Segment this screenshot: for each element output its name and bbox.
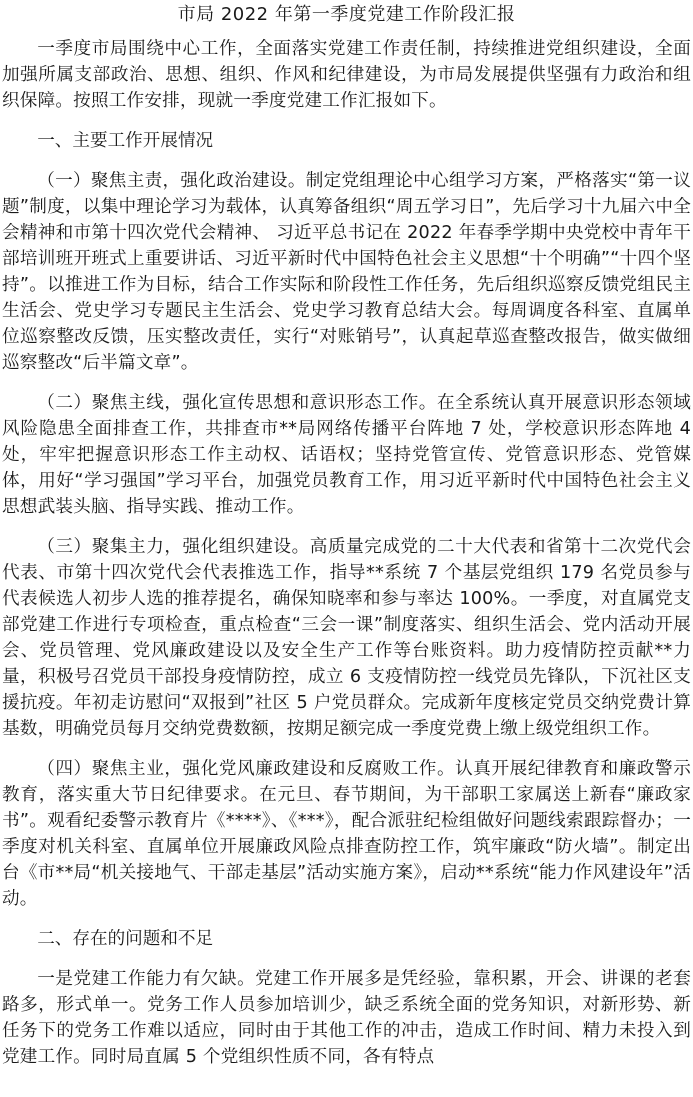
paragraph-organization-building: （三）聚集主力，强化组织建设。高质量完成党的二十大代表和省第十二次党代会代表、市第十四次党代会代表推选工作，指导**系统 7 个基层党组织 179 名党员参与代表候选人初步人选的推荐提名，确保知晓率和参与率达 100%。一季度，对直属党支部党建工作进行专项检查，重点检查“三会一课”制度落实、组织生活会、党内活动开展会、党员管理、党风廉政建设以及安全生产工作等台账资料。助力疫情防控贡献**力量，积极号召党员干部投身疫情防控，成立 6 支疫情防控一线党员先锋队，下沉社区支援抗疫。年初走访慰问“双报到”社区 5 户党员群众。完成新年度核定党员交纳党费计算基数，明确党员每月交纳党费数额，按期足额完成一季度党费上缴上级党组织工作。 — [2, 537, 691, 739]
paragraph-political-building: （一）聚焦主责，强化政治建设。制定党组理论中心组学习方案，严格落实“第一议题”制度，以集中理论学习为载体，认真筹备组织“周五学习日”，先后学习十九届六中全会精神和市第十四次党代会精神、 习近平总书记在 2022 年春季学期中央党校中青年干部培训班开班式上重要讲话、习近平新时代中国特色社会主义思想“十个明确”“十四个坚持”。以推进工作为目标，结合工作实际和阶段性工作任务，先后组织巡察反馈党组民主生活会、党史学习专题民主生活会、党史学习教育总结大会。每周调度各科室、直属单位巡察整改反馈，压实整改责任，实行“对账销号”，认真起草巡查整改报告，做实做细巡察整改“后半篇文章”。 — [2, 171, 691, 373]
intro-paragraph: 一季度市局围绕中心工作，全面落实党建工作责任制，持续推进党组织建设，全面加强所属支部政治、思想、组织、作风和纪律建设，为市局发展提供坚强有力政治和组织保障。按照工作安排，现就一季度党建工作汇报如下。 — [2, 39, 691, 111]
paragraph-anti-corruption: （四）聚焦主业，强化党风廉政建设和反腐败工作。认真开展纪律教育和廉政警示教育，落实重大节日纪律要求。在元旦、春节期间，为干部职工家属送上新春“廉政家书”。观看纪委警示教育片《****》、《***》，配合派驻纪检组做好问题线索跟踪督办；一季度对机关科室、直属单位开展廉政风险点排查防控工作，筑牢廉政“防火墙”。制定出台《市**局“机关接地气、干部走基层”活动实施方案》，启动**系统“能力作风建设年”活动。 — [2, 759, 691, 909]
document-title: 市局 2022 年第一季度党建工作阶段汇报 — [177, 4, 516, 25]
paragraph-problem-one: 一是党建工作能力有欠缺。党建工作开展多是凭经验，靠积累，开会、讲课的老套路多，形式单一。党务工作人员参加培训少，缺乏系统全面的党务知识，对新形势、新任务下的党务工作难以适应，同时由于其他工作的冲击，造成工作时间、精力未投入到党建工作。同时局直属 5 个党组织性质不同，各有特点 — [2, 969, 691, 1067]
paragraph-ideology-work: （二）聚焦主线，强化宣传思想和意识形态工作。在全系统认真开展意识形态领域风险隐患全面排查工作，共排查市**局网络传播平台阵地 7 处，学校意识形态阵地 4 处，牢牢把握意识形态工作主动权、话语权；坚持党管宣传、党管意识形态、党管媒体，用好“学习强国”学习平台，加强党员教育工作，用习近平新时代中国特色社会主义思想武装头脑、指导实践、推动工作。 — [2, 393, 691, 517]
section-heading-main-work: 一、主要工作开展情况 — [37, 131, 214, 151]
section-heading-problems: 二、存在的问题和不足 — [37, 929, 214, 949]
